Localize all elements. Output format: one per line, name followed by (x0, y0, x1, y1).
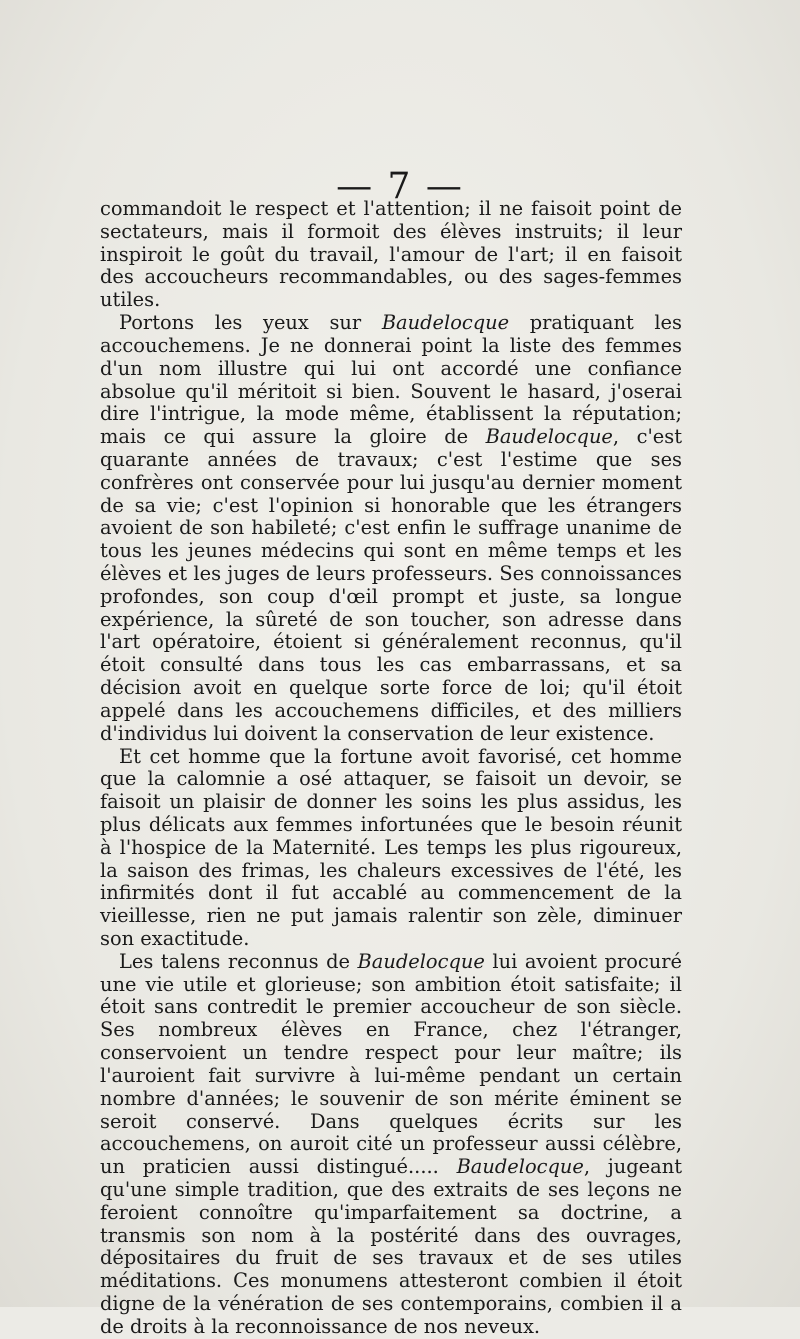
text-run: , jugeant qu'une simple tradition, que des extraits de ses leçons ne feroient connoître qu'imparfaitement sa doctrine, a transmis son nom à la postérité dans des ouvrages, dépositaires du fruit de ses travaux et de ses utiles méditations. Ces monumens attesteront combien il étoit digne de la vénération de ses contemporains, combien il a de droits à la reconnoissance de nos neveux. (100, 1155, 682, 1338)
text-run: Portons les yeux sur (119, 311, 382, 335)
text-run: lui avoient procuré une vie utile et glorieuse; son ambition étoit satisfaite; il étoit sans contredit le premier accoucheur de son siècle. Ses nombreux élèves en France, chez l'étranger, conservoient un tendre respect pour leur maître; ils l'auroient fait survivre à lui-même pendant un certain nombre d'années; le souvenir de son mérite éminent se seroit conservé. Dans quelques écrits sur les accouchemens, on auroit cité un professeur aussi célèbre, un praticien aussi distingué..... (100, 949, 682, 1179)
paragraph-4 (100, 951, 682, 1339)
body-text (100, 198, 682, 1339)
paragraph-3 (100, 746, 682, 951)
text-run: , c'est quarante années de travaux; c'est l'estime que ses confrères ont conservée pour lui jusqu'au dernier moment de sa vie; c'est l'opinion si honorable que les étrangers avoient de son habileté; c'est enfin le suffrage unanime de tous les jeunes médecins qui sont en même temps et les élèves et les juges de leurs professeurs. Ses connoissances profondes, son coup d'œil prompt et juste, sa longue expérience, la sûreté de son toucher, son adresse dans l'art opératoire, étoient si généralement reconnus, qu'il étoit consulté dans tous les cas embarrassans, et sa décision avoit en quelque sorte force de loi; qu'il étoit appelé dans les accouchemens difficiles, et des milliers d'individus lui doivent la conservation de leur existence. (100, 425, 682, 745)
italic-name: Baudelocque (357, 949, 485, 973)
text-run: Les talens reconnus de (119, 949, 358, 973)
italic-name: Baudelocque (456, 1155, 584, 1179)
page-number: — 7 — (336, 166, 464, 207)
text-run: commandoit le respect et l'attention; il ne faisoit point de sectateurs, mais il formoit des élèves instruits; il leur inspiroit le goût du travail, l'amour de l'art; il en faisoit des accoucheurs recommandables, ou des sages-femmes utiles. (100, 197, 682, 312)
italic-name: Baudelocque (485, 425, 613, 449)
paragraph-1 (100, 198, 682, 312)
paragraph-2 (100, 312, 682, 745)
italic-name: Baudelocque (381, 311, 510, 335)
text-run: Et cet homme que la fortune avoit favorisé, cet homme que la calomnie a osé attaquer, se faisoit un devoir, se faisoit un plaisir de donner les soins les plus assidus, les plus délicats aux femmes infortunées que le besoin réunit à l'hospice de la Maternité. Les temps les plus rigoureux, la saison des frimas, les chaleurs excessives de l'été, les infirmités dont il fut accablé au commencement de la vieillesse, rien ne put jamais ralentir son zèle, diminuer son exactitude. (100, 744, 682, 950)
text-run: pratiquant les accouchemens. Je ne donnerai point la liste des femmes d'un nom illustre qui lui ont accordé une confiance absolue qu'il méritoit si bien. Souvent le hasard, j'oserai dire l'intrigue, la mode même, établissent la réputation; mais ce qui assure la gloire de (100, 311, 682, 449)
